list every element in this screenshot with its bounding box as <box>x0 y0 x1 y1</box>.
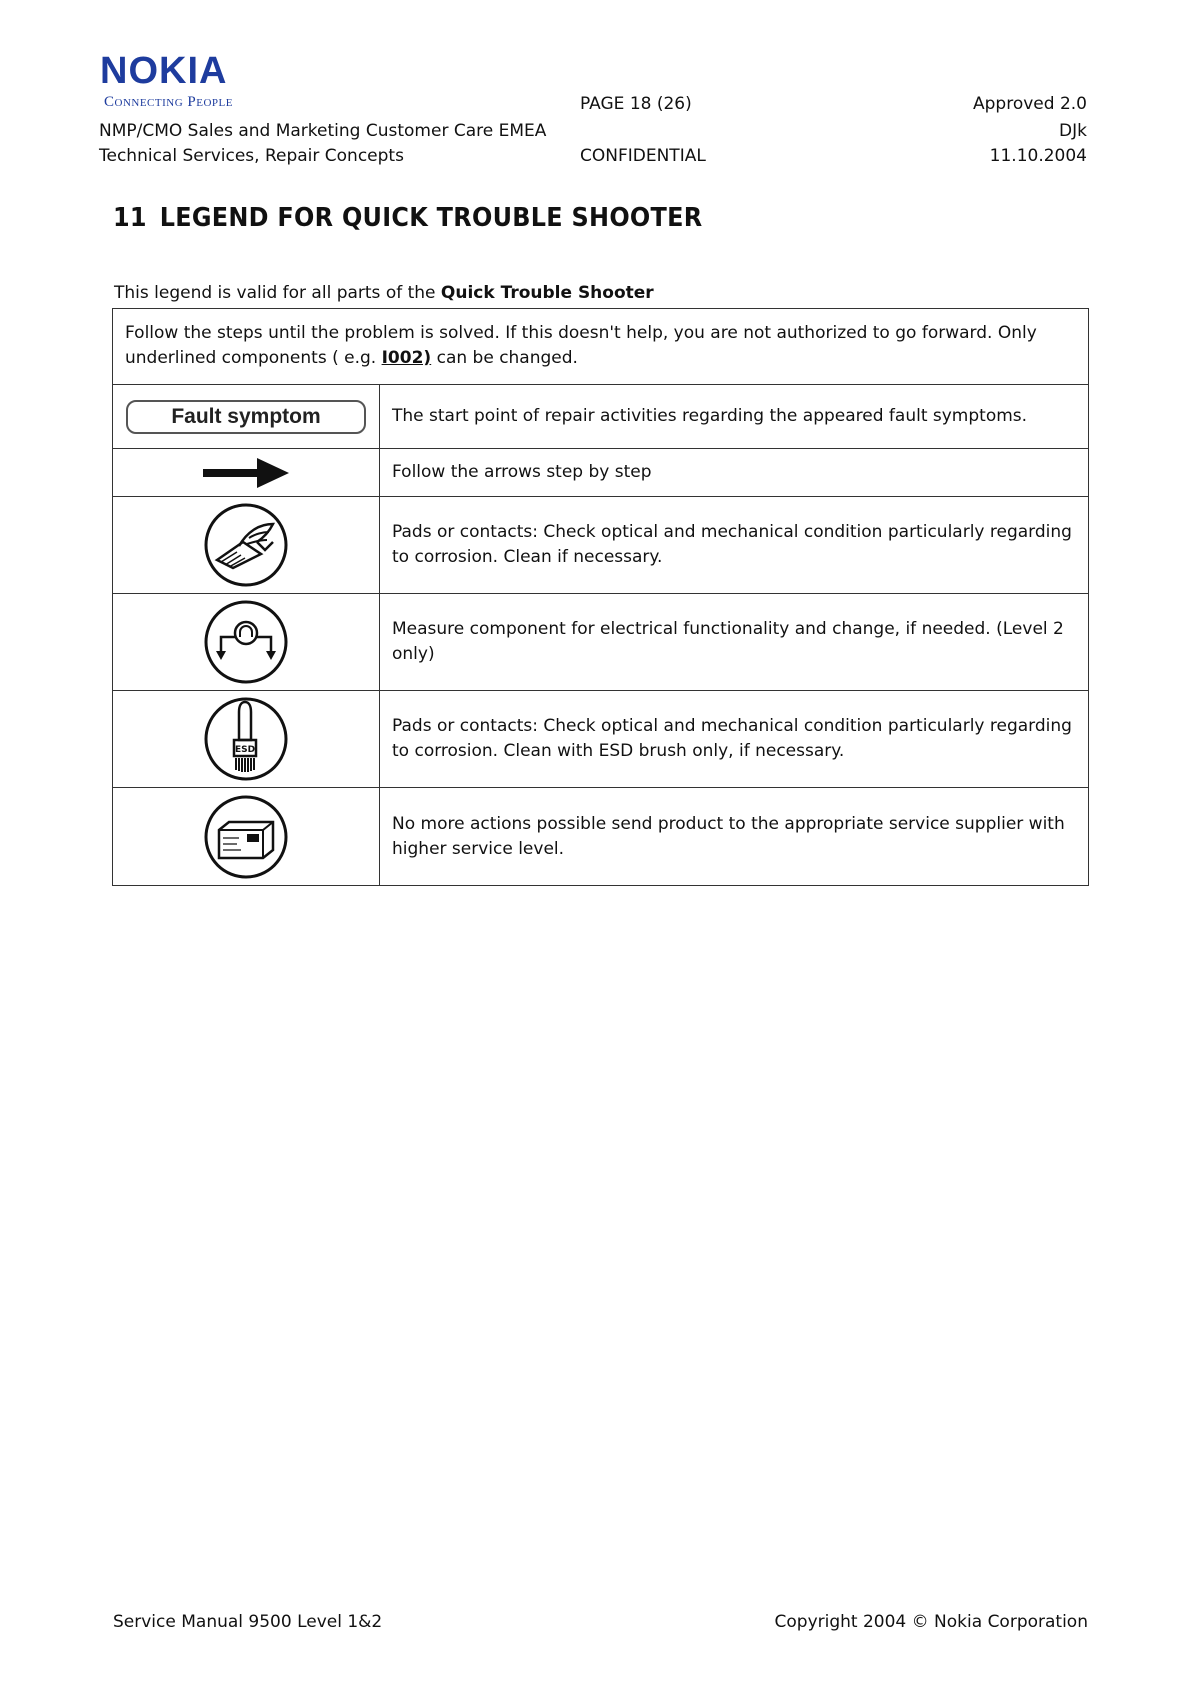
intro-emphasis: Quick Trouble Shooter <box>440 283 654 303</box>
classification: CONFIDENTIAL <box>580 146 706 166</box>
legend-note <box>113 309 1088 385</box>
section-title: LEGEND FOR QUICK TROUBLE SHOOTER <box>159 203 703 233</box>
send-to-service-icon <box>203 794 289 880</box>
legend-description: Measure component for electrical functionality and change, if needed. (Level 2 only) <box>392 619 1064 664</box>
approval-status: Approved 2.0 <box>973 94 1087 114</box>
nokia-logo: NOKIA <box>100 50 228 92</box>
org-line-2: Technical Services, Repair Concepts <box>99 146 404 166</box>
legend-row <box>113 594 1088 691</box>
legend-description: Pads or contacts: Check optical and mechanical condition particularly regarding to corrosion. Clean if necessary. <box>392 522 1072 567</box>
legend-table <box>112 308 1089 886</box>
legend-symbol-cell <box>113 385 380 448</box>
legend-description: The start point of repair activities regarding the appeared fault symptoms. <box>392 406 1028 426</box>
footer-manual-title: Service Manual 9500 Level 1&2 <box>113 1612 383 1632</box>
legend-row <box>113 691 1088 788</box>
intro-prefix: This legend is valid for all parts of the <box>114 283 441 303</box>
legend-description: No more actions possible send product to the appropriate service supplier with higher service level. <box>392 813 1065 859</box>
section-heading <box>113 205 702 231</box>
measure-component-icon <box>203 599 289 685</box>
clean-contacts-icon <box>203 502 289 588</box>
legend-description: Pads or contacts: Check optical and mechanical condition particularly regarding to corrosion. Clean with ESD brush only, if necessary. <box>392 716 1072 761</box>
section-number: 11 <box>113 203 147 233</box>
logo-tagline: Connecting People <box>104 94 233 110</box>
esd-brush-icon <box>203 696 289 782</box>
legend-note-example: I002) <box>381 348 432 368</box>
legend-symbol-cell <box>113 594 380 690</box>
legend-symbol-cell <box>113 449 380 496</box>
author: DJk <box>1059 121 1087 141</box>
org-line-1: NMP/CMO Sales and Marketing Customer Care EMEA <box>99 121 547 141</box>
footer-copyright: Copyright 2004 © Nokia Corporation <box>774 1612 1088 1632</box>
arrow-right-icon <box>201 456 291 490</box>
esd-label: ESD <box>234 745 256 755</box>
legend-row <box>113 385 1088 449</box>
legend-note-suffix: can be changed. <box>431 348 578 368</box>
legend-note-text: Follow the steps until the problem is solved. If this doesn't help, you are not authorized to go forward. Only underlined components ( e.g. <box>125 323 1037 368</box>
document-date: 11.10.2004 <box>989 146 1087 166</box>
legend-symbol-cell <box>113 788 380 885</box>
legend-symbol-cell <box>113 497 380 593</box>
fault-symptom-box: Fault symptom <box>126 400 366 434</box>
intro-text <box>114 285 654 302</box>
legend-symbol-cell <box>113 691 380 787</box>
legend-description: Follow the arrows step by step <box>392 462 652 482</box>
legend-row <box>113 449 1088 497</box>
legend-row <box>113 788 1088 885</box>
legend-row <box>113 497 1088 594</box>
page-number: PAGE 18 (26) <box>580 94 692 114</box>
